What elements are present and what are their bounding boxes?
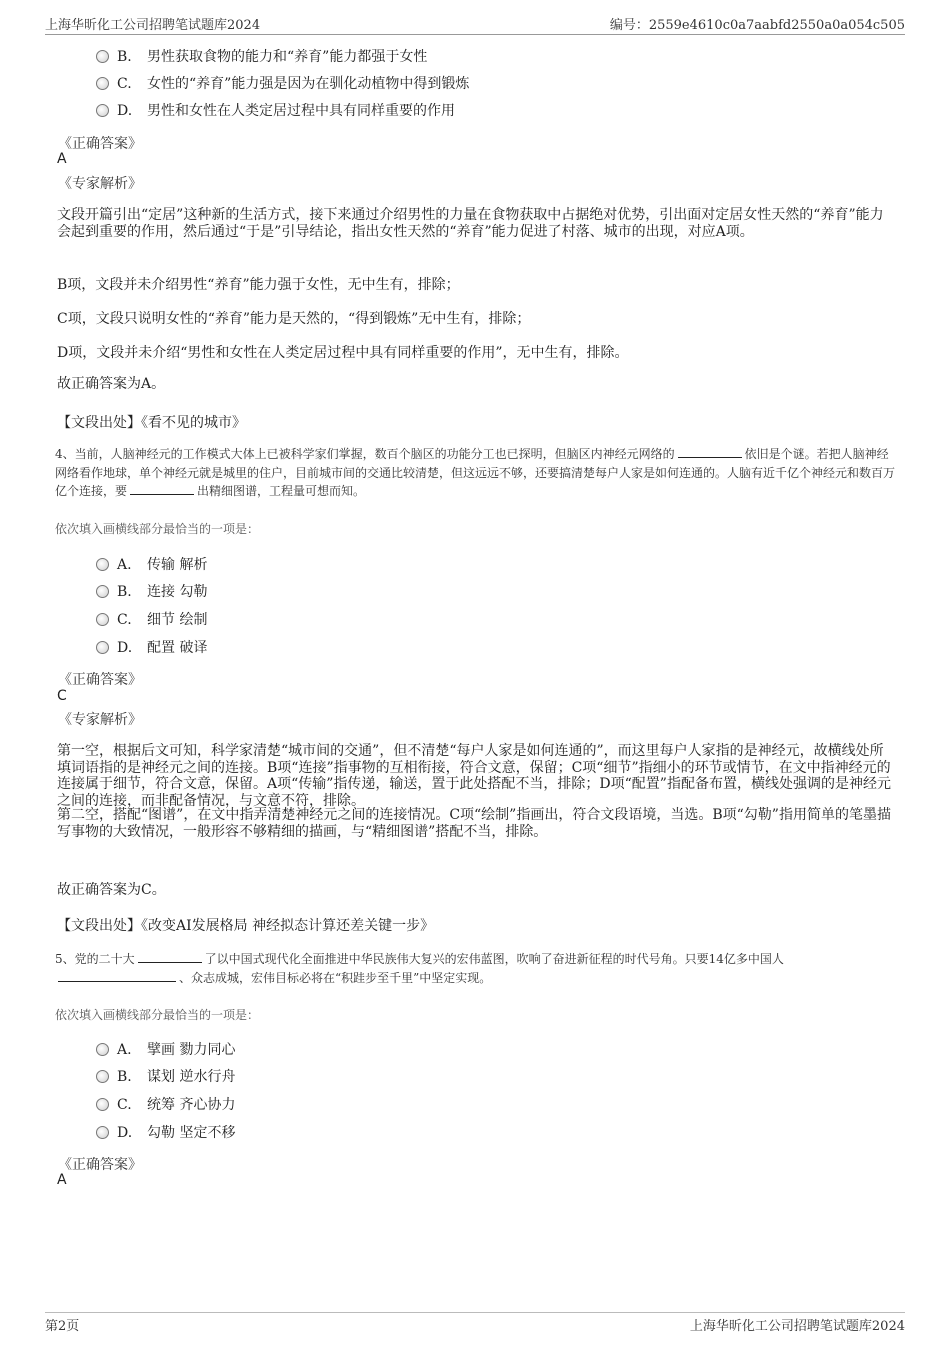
q3-analysis-p3: C项，文段只说明女性的“养育”能力是天然的，“得到锻炼”无中生有，排除； [57, 311, 531, 327]
q5-option-a[interactable]: A. 擘画 勠力同心 [96, 1040, 235, 1060]
radio-icon[interactable] [96, 77, 109, 90]
q4-question: 4、当前，人脑神经元的工作模式大体上已被科学家们掌握，数百个脑区的功能分工也已探明，但脑区内神经元网络的 依旧是个谜。若把人脑神经网络看作地球，单个神经元就是城里的住户，目前城市间的交通比较清楚，但这远远不够，还要搞清楚每户人家是如何连通的。人脑有近千亿个神经元和数百万亿个连接，要 出精细图谱，工程量可想而知。 [55, 447, 896, 498]
radio-icon[interactable] [96, 613, 109, 626]
q3-option-d[interactable]: D. 男性和女性在人类定居过程中具有同样重要的作用 [96, 101, 455, 121]
q3-answer-label: 《正确答案》 [58, 136, 142, 152]
q4-prompt: 依次填入画横线部分最恰当的一项是： [55, 522, 260, 536]
q3-source: 【文段出处】《看不见的城市》 [57, 415, 246, 431]
page-header [45, 12, 905, 35]
q3-option-c[interactable]: C. 女性的“养育”能力强是因为在驯化动植物中得到锻炼 [96, 74, 469, 94]
q4-option-a[interactable]: A. 传输 解析 [96, 555, 207, 575]
q3-answer: A [57, 151, 67, 167]
radio-icon[interactable] [96, 641, 109, 654]
q3-analysis-p2: B项，文段并未介绍男性“养育”能力强于女性，无中生有，排除； [57, 277, 460, 293]
blank-1[interactable] [678, 446, 742, 458]
q3-analysis-p4: D项，文段并未介绍“男性和女性在人类定居过程中具有同样重要的作用”，无中生有，排除。 [57, 345, 629, 361]
radio-icon[interactable] [96, 1043, 109, 1056]
q4-option-c[interactable]: C. 细节 绘制 [96, 610, 207, 630]
q4-option-d[interactable]: D. 配置 破译 [96, 638, 207, 658]
page-footer [45, 1312, 905, 1335]
radio-icon[interactable] [96, 1126, 109, 1139]
radio-icon[interactable] [96, 1070, 109, 1083]
q3-analysis-label: 《专家解析》 [58, 176, 142, 192]
q4-analysis-p2: 第二空，搭配“图谱”，在文中指弄清楚神经元之间的连接情况。C项“绘制”指画出，符合文段语境，当选。B项“勾勒”指用简单的笔墨描写事物的大致情况，一般形容不够精细的描画，与“精细图谱”搭配不当，排除。 [57, 807, 891, 840]
q3-analysis-p1: 文段开篇引出“定居”这种新的生活方式，接下来通过介绍男性的力量在食物获取中占据绝对优势，引出面对定居女性天然的“养育”能力会起到重要的作用，然后通过“于是”引导结论，指出女性天然的“养育”能力促进了村落、城市的出现，对应A项。 [57, 207, 884, 240]
radio-icon[interactable] [96, 585, 109, 598]
q4-option-b[interactable]: B. 连接 勾勒 [96, 582, 207, 602]
q5-answer-label: 《正确答案》 [58, 1157, 142, 1173]
radio-icon[interactable] [96, 50, 109, 63]
q3-analysis-conclusion: 故正确答案为A。 [57, 376, 166, 392]
radio-icon[interactable] [96, 1098, 109, 1111]
q4-answer: C [57, 688, 67, 704]
footer-title: 上海华昕化工公司招聘笔试题库2024 [689, 1319, 905, 1334]
q3-option-b[interactable]: B. 男性获取食物的能力和“养育”能力都强于女性 [96, 47, 427, 67]
radio-icon[interactable] [96, 104, 109, 117]
q5-option-b[interactable]: B. 谋划 逆水行舟 [96, 1067, 235, 1087]
header-title: 上海华昕化工公司招聘笔试题库2024 [45, 18, 261, 33]
q5-question: 5、党的二十大 了以中国式现代化全面推进中华民族伟大复兴的宏伟蓝图，吹响了奋进新征程的时代号角。只要14亿多中国人、众志成城，宏伟目标必将在“积跬步至千里”中坚定实现。 [55, 952, 784, 985]
radio-icon[interactable] [96, 558, 109, 571]
q5-option-d[interactable]: D. 勾勒 坚定不移 [96, 1123, 235, 1143]
blank-2[interactable] [130, 483, 194, 495]
q5-option-c[interactable]: C. 统筹 齐心协力 [96, 1095, 235, 1115]
blank-2[interactable] [58, 970, 176, 982]
header-doc-id: 编号：2559e4610c0a7aabfd2550a0a054c505 [609, 18, 905, 33]
q4-analysis-label: 《专家解析》 [58, 712, 142, 728]
q4-source: 【文段出处】《改变AI发展格局 神经拟态计算还差关键一步》 [57, 918, 435, 934]
q4-analysis-conclusion: 故正确答案为C。 [57, 882, 166, 898]
q5-prompt: 依次填入画横线部分最恰当的一项是： [55, 1008, 260, 1022]
q5-answer: A [57, 1172, 67, 1188]
q4-analysis-p1: 第一空，根据后文可知，科学家清楚“城市间的交通”，但不清楚“每户人家是如何连通的”，而这里每户人家指的是神经元，故横线处所填词语指的是神经元之间的连接。B项“连接”指事物的互相衔接，符合文意，保留；C项“细节”指细小的环节或情节，在文中指神经元的连接属于细节，符合文意，保留。A项“传输”指传递，输送，置于此处搭配不当，排除；D项“配置”指配备布置，横线处强调的是神经元之间的连接，而非配备情况，与文意不符，排除。 [57, 743, 891, 809]
blank-1[interactable] [138, 951, 202, 963]
page-number: 第2页 [45, 1319, 80, 1334]
q4-answer-label: 《正确答案》 [58, 672, 142, 688]
